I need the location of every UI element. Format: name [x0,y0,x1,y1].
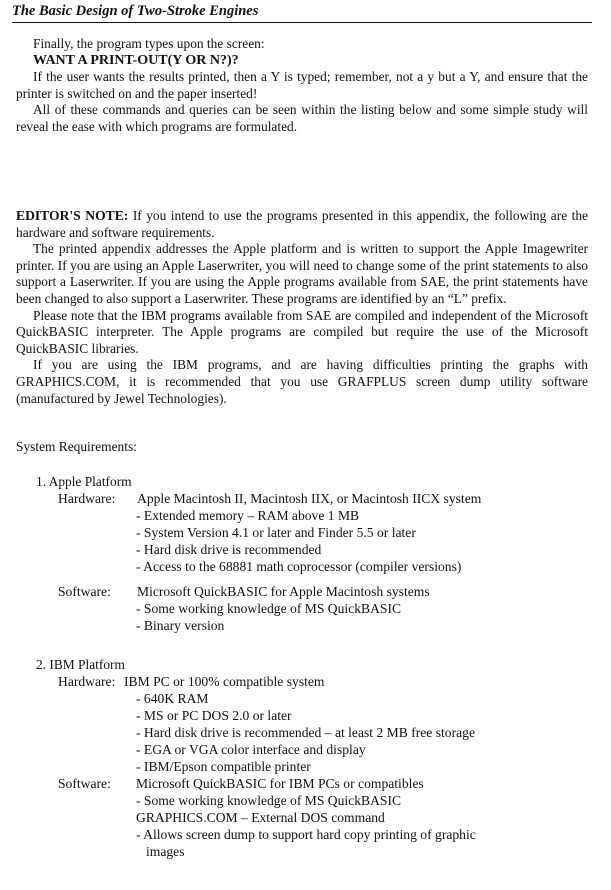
intro-lead: Finally, the program types upon the screen: [33,36,265,51]
editor-note-lead [16,208,588,241]
ibm-software-head: Microsoft QuickBASIC for IBM PCs or compatibles [136,776,424,791]
ibm-hardware-item: - MS or PC DOS 2.0 or later [136,708,292,723]
ibm-hardware-label: Hardware: [58,674,116,689]
ibm-graphics-line: GRAPHICS.COM – External DOS command [136,810,385,825]
intro-section [16,36,588,136]
intro-paragraph-1: If the user wants the results printed, then a Y is typed; remember, not a y but a Y, and ensure that the printer is switched on and the paper inserted! [16,69,588,101]
ibm-hardware-head: IBM PC or 100% compatible system [124,674,325,689]
ibm-software-label: Software: [58,776,111,791]
editor-note-paragraph-3: If you are using the IBM programs, and are having difficulties printing the graphs with GRAPHICS.COM, it is recommended that you use GRAFPLUS screen dump utility software (manufactured by Jewel Technologies). [16,357,588,406]
ibm-hardware-item: - 640K RAM [136,691,209,706]
ibm-platform-title: 2. IBM Platform [36,657,125,672]
apple-software-label: Software: [58,584,111,599]
ibm-hardware-item: - Hard disk drive is recommended – at least 2 MB free storage [136,725,475,740]
apple-software-item: - Binary version [136,618,225,633]
editor-note-paragraph-1: The printed appendix addresses the Apple platform and is written to support the Apple Imagewriter printer. If you are using an Apple Laserwriter, you will need to change some of the print statements to also support a Laserwriter. If you are using the Apple programs available from SAE, the print statements have been changed to also support a Laserwriter. These programs are identified by an “L” prefix. [16,241,588,306]
apple-software-head: Microsoft QuickBASIC for Apple Macintosh systems [137,584,430,599]
editor-note-label: EDITOR'S NOTE: [16,208,129,223]
running-head: The Basic Design of Two-Stroke Engines [12,2,592,23]
apple-software-item: - Some working knowledge of MS QuickBASIC [136,601,402,616]
apple-platform-title: 1. Apple Platform [36,474,132,489]
ibm-graphics-item: images [146,844,185,859]
system-requirements-heading: System Requirements: [16,439,137,454]
editor-note-section [16,208,588,407]
apple-hardware-item: - System Version 4.1 or later and Finder 5.5 or later [136,525,416,540]
print-out-prompt: WANT A PRINT-OUT(Y OR N?)? [33,52,239,68]
ibm-software-item: - Some working knowledge of MS QuickBASIC [136,793,402,808]
ibm-graphics-item: - Allows screen dump to support hard copy printing of graphic [136,827,476,842]
apple-hardware-head: Apple Macintosh II, Macintosh IIX, or Macintosh IICX system [137,491,482,506]
ibm-hardware-item: - EGA or VGA color interface and display [136,742,366,757]
intro-paragraph-2: All of these commands and queries can be seen within the listing below and some simple study will reveal the ease with which programs are formulated. [16,102,588,134]
editor-note-text: If you intend to use the programs presented in this appendix, the following are the hardware and software requirements. [16,208,588,240]
ibm-hardware-item: - IBM/Epson compatible printer [136,759,311,774]
editor-note-paragraph-2: Please note that the IBM programs available from SAE are compiled and independent of the Microsoft QuickBASIC interpreter. The Apple programs are compiled but require the use of the Microsoft QuickBASIC libraries. [16,307,588,356]
system-requirements-section [16,439,588,456]
apple-hardware-item: - Hard disk drive is recommended [136,542,322,557]
apple-hardware-item: - Access to the 68881 math coprocessor (compiler versions) [136,559,462,574]
apple-hardware-item: - Extended memory – RAM above 1 MB [136,508,360,523]
apple-hardware-label: Hardware: [58,491,116,506]
